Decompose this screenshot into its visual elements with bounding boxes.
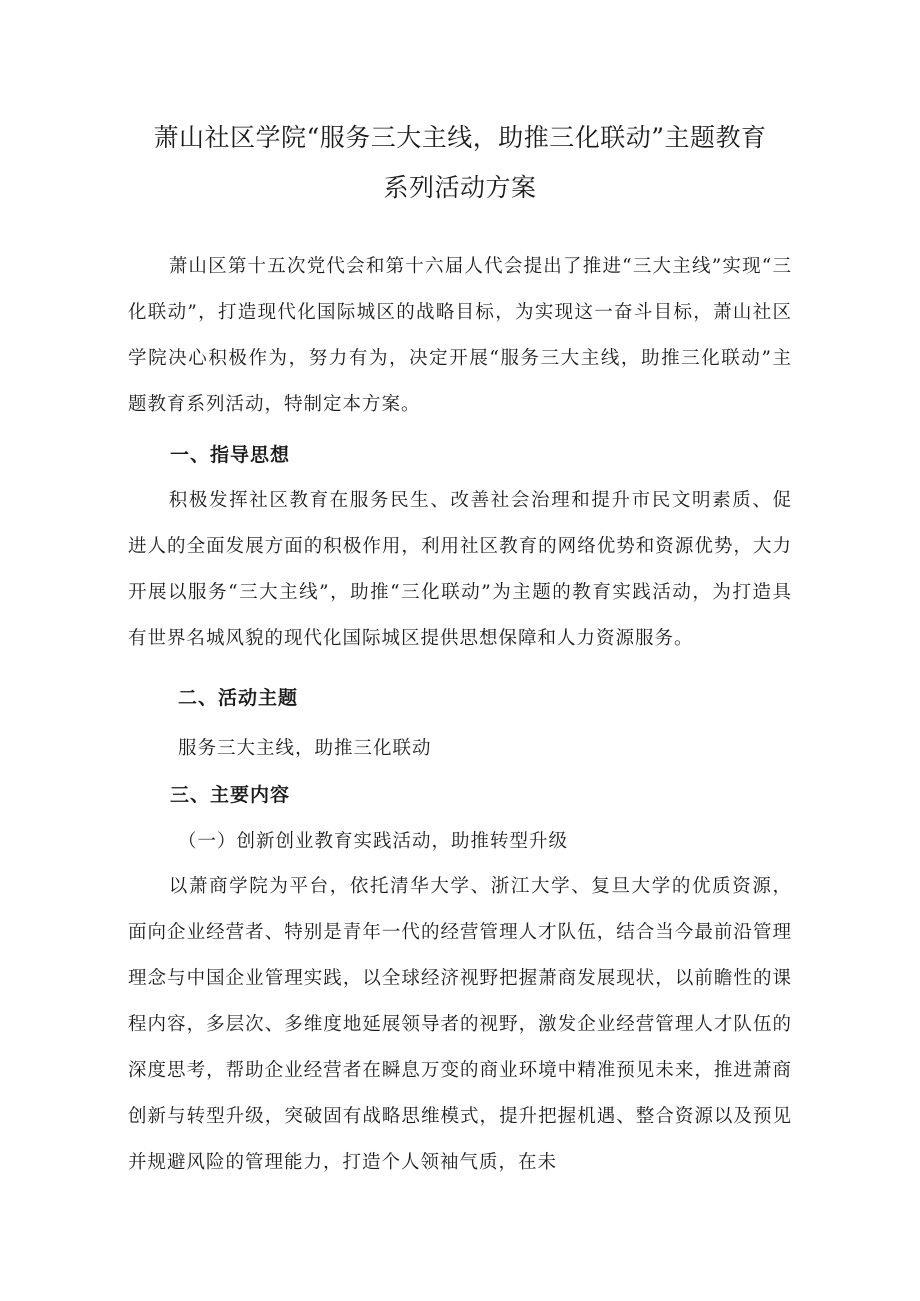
section-3-heading: 三、主要内容: [170, 784, 291, 806]
section-3-sub1-paragraph: 以萧商学院为平台，依托清华大学、浙江大学、复旦大学的优质资源，面向企业经营者、特别是青年一代的经营管理人才队伍，结合当今最前沿管理理念与中国企业管理实践，以全球经济视野把握萧商发展现状，以前瞻性的课程内容，多层次、多维度地延展领导者的视野，激发企业经营管理人才队伍的深度思考，帮助企业经营者在瞬息万变的商业环境中精准预见未来，推进萧商创新与转型升级，突破固有战略思维模式，提升把握机遇、整合资源以及预见并规避风险的管理能力，打造个人领袖气质，在未: [128, 876, 792, 1173]
section-1-heading: 一、指导思想: [170, 444, 291, 466]
section-1-paragraph: 积极发挥社区教育在服务民生、改善社会治理和提升市民文明素质、促进人的全面发展方面的积极作用，利用社区教育的网络优势和资源优势，大力开展以服务“三大主线”，助推“三化联动”为主题的教育实践活动，为打造具有世界名城风貌的现代化国际城区提供思想保障和人力资源服务。: [128, 490, 792, 649]
section-1-body-block: [128, 478, 792, 662]
intro-paragraph-block: [128, 244, 792, 428]
section-3-subheading-1: （一）创新创业教育实践活动，助推转型升级: [178, 831, 569, 852]
document-title-line-1: 萧山社区学院“服务三大主线，助推三化联动”主题教育: [153, 123, 767, 152]
section-3-body-block: [128, 864, 792, 1186]
intro-paragraph: 萧山区第十五次党代会和第十六届人代会提出了推进“三大主线”实现“三化联动”，打造现代化国际城区的战略目标，为实现这一奋斗目标，萧山社区学院决心积极作为，努力有为，决定开展“服务三大主线，助推三化联动”主题教育系列活动，特制定本方案。: [128, 256, 792, 415]
section-2-heading: 二、活动主题: [178, 687, 299, 709]
section-2-body: 服务三大主线，助推三化联动: [178, 738, 432, 759]
document-title-line-2: 系列活动方案: [383, 173, 537, 202]
